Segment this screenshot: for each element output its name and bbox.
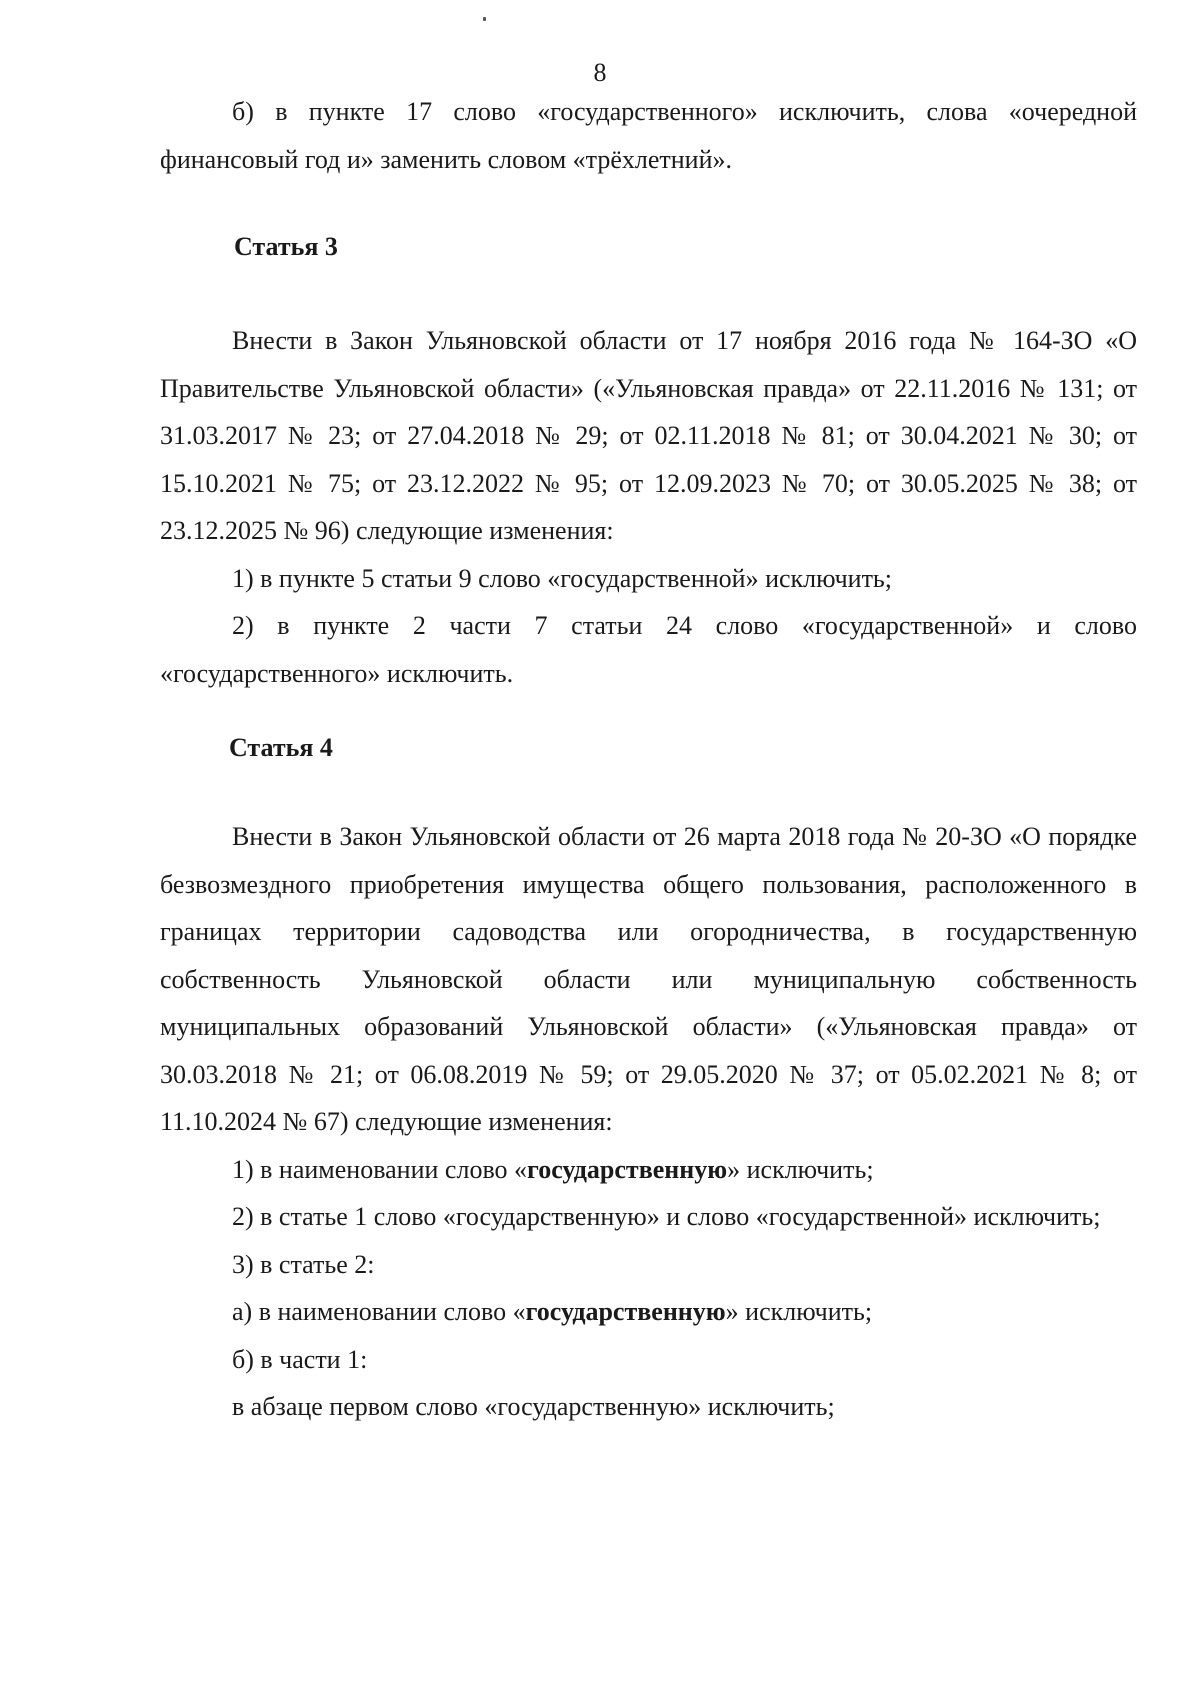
scan-speck: [483, 17, 486, 21]
item1-text-pre: 1) в наименовании слово «: [232, 1154, 528, 1184]
item1-text-post: » исключить;: [727, 1154, 874, 1184]
article3-intro: Внести в Закон Ульяновской области от 17 ноября 2016 года № 164-ЗО «О Правительстве Ульяновской области» («Ульяновская правда» от 22.11.2016 № 131; от 31.03.2017 № 23; от 27.04.2018 № 29; от 02.11.2018 № 81; от 30.04.2021 № 30; от 15.10.2021 № 75; от 23.12.2022 № 95; от 12.09.2023 № 70; от 30.05.2025 № 38; от 23.12.2025 № 96) следующие изменения:: [160, 326, 1137, 545]
item3a-text-pre: а) в наименовании слово «: [232, 1297, 526, 1326]
article3-body: [160, 317, 1137, 697]
article3-item-2: 2) в пункте 2 части 7 статьи 24 слово «государственной» и слово «государственного» исключить.: [160, 611, 1137, 688]
article4-item-3b-abz1: в абзаце первом слово «государственную» исключить;: [232, 1392, 835, 1421]
article4-intro: Внести в Закон Ульяновской области от 26 марта 2018 года № 20-ЗО «О порядке безвозмездного приобретения имущества общего пользования, расположенного в границах территории садоводства или огородничества, в государственную собственность Ульяновской области или муниципальную собственность муниципальных образований Ульяновской области» («Ульяновская правда» от 30.03.2018 № 21; от 06.08.2019 № 59; от 29.05.2020 № 37; от 05.02.2021 № 8; от 11.10.2024 № 67) следующие изменения:: [160, 822, 1137, 1136]
article3-heading: Статья 3: [234, 232, 338, 261]
paragraph-b: б) в пункте 17 слово «государственного» исключить, слова «очередной финансовый год и» заменить словом «трёхлетний».: [160, 97, 1137, 174]
article2-tail: [160, 88, 1137, 183]
article4-body: [160, 813, 1137, 1431]
article4-item-3: 3) в статье 2:: [232, 1249, 375, 1279]
article4-item-2: 2) в статье 1 слово «государственную» и слово «государственной» исключить;: [232, 1202, 1101, 1231]
page-number: 8: [593, 58, 607, 87]
article4-heading: Статья 4: [229, 733, 333, 762]
article3-item-1: 1) в пункте 5 статьи 9 слово «государственной» исключить;: [232, 563, 893, 593]
article4-item-3b: б) в части 1:: [232, 1344, 368, 1374]
item3a-text-post: » исключить;: [725, 1297, 873, 1326]
item1-bold-word: государственную: [527, 1154, 728, 1184]
article4-item-3a: [160, 1288, 1137, 1336]
article4-item-1: [160, 1146, 1137, 1194]
item3a-bold-word: государственную: [525, 1297, 726, 1326]
